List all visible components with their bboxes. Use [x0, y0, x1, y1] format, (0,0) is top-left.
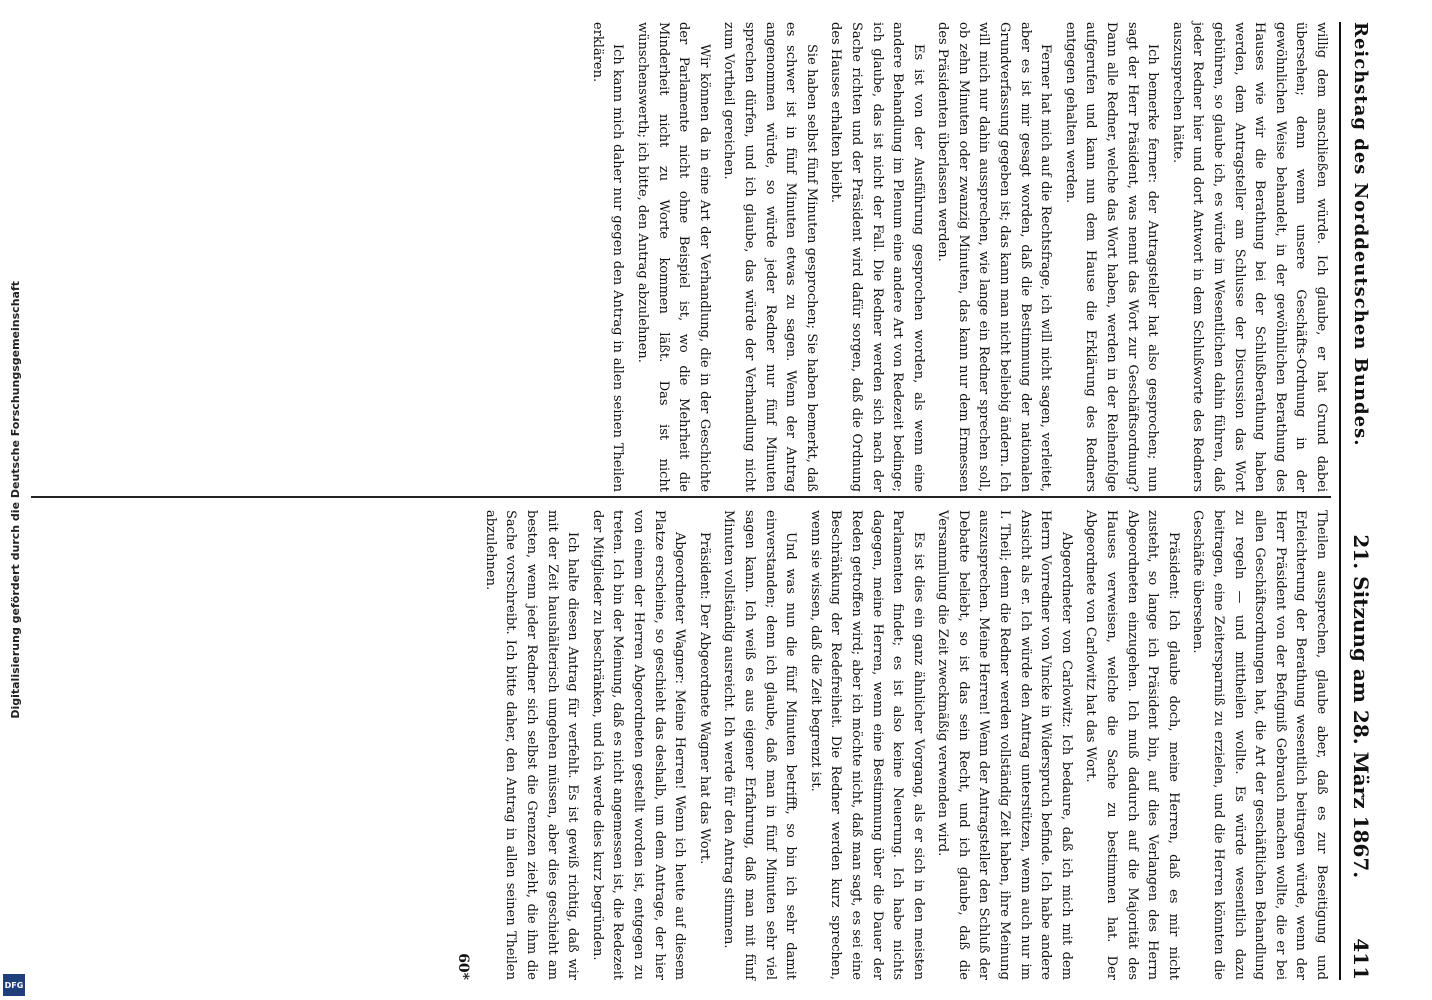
- right-paragraph: Theilen aussprechen, glaube aber, daß es zur Beseitigung und Erleichterung der Berathung wesentlich beitragen würde, wenn der Herr Präsident von der Befugniß Gebrauch machen wollte, die er bei allen Geschäftsordnungen hat, die Art der geschäftlichen Behandlung zu regeln — und mittheilen wollte. Es würde wesentlich dazu beitragen, eine Zeitersparniß zu erzielen, und die Herren könnten die Geschäfte übersehen.: [1190, 510, 1329, 980]
- page-header: [1339, 22, 1381, 980]
- right-paragraph: Es ist dies ein ganz ähnlicher Vorgang, als er sich in den meisten Parlamenten findet; es ist also keine Neuerung. Ich habe nichts dagegen, meine Herren, wenn eine Bestimmung über die Dauer der Reden getroffen wird; aber ich möchte nicht, daß man sagt, es sei eine Beschränkung der Redefreiheit. Die Redner werden kurz sprechen, wenn sie wissen, daß die Zeit begrenzt ist.: [807, 510, 926, 980]
- right-paragraph: Ich halte diesen Antrag für verfehlt. Es ist gewiß richtig, daß wir mit der Zeit haushälterisch umgehen müssen, aber dies geschieht am besten, wenn jeder Redner sich selbst die Grenzen zieht, die ihm die Sache vorschreibt. Ich bitte daher, den Antrag in allen seinen Theilen abzulehnen.: [482, 510, 581, 980]
- credit-text: Digitalisierung gefördert durch die Deutsche Forschungsgemeinschaft: [8, 281, 22, 719]
- left-paragraph: Es ist von der Ausführung gesprochen worden, als wenn eine andere Behandlung im Plenum eine andere Art von Redezeit bedinge; ich glaube, das ist nicht der Fall. Die Redner werden sich nach der Sache richten und der Präsident wird dafür sorgen, daß die Ordnung des Hauses erhalten bleibt.: [828, 22, 926, 492]
- catchword: 60*: [455, 953, 472, 980]
- right-column: [453, 510, 1331, 980]
- column-divider: [31, 496, 1331, 498]
- left-paragraph: Ferner hat mich auf die Rechtsfrage, ich will nicht sagen, verleitet, aber es ist mir gesagt worden, daß die Bestimmung der nationalen Grundverfassung gegeben ist; das kann man nicht beliebig ändern. Ich will mich nur dahin aussprechen, wie lange ein Redner sprechen soll, ob zehn Minuten oder zwanzig Minuten, das kann nur dem Ermessen des Präsidenten überlassen werden.: [935, 22, 1054, 492]
- left-paragraph: Sie haben selbst fünf Minuten gesprochen; Sie haben bemerkt, daß es schwer ist in fünf Minuten etwas zu sagen. Wenn der Antrag angenommen würde, so würde jeder Redner nur fünf Minuten sprechen dürfen, und ich glaube, das würde der Verhandlung nicht zum Vortheil gereichen.: [721, 22, 819, 492]
- left-paragraph: Ich kann mich daher nur gegen den Antrag in allen seinen Theilen erklären.: [589, 22, 626, 492]
- right-paragraph: Abgeordneter Wagner: Meine Herren! Wenn ich heute auf diesem Platze erscheine, so geschieht das deshalb, um dem Antrage, der hier von einem der Herren Abgeordneten gestellt worden ist, entgegen zu treten. Ich bin der Meinung, daß es nicht angemessen ist, die Redezeit der Mitglieder zu beschränken, und ich werde dies kurz begründen.: [589, 510, 688, 980]
- page-number: 411: [1349, 938, 1373, 980]
- right-paragraph: Abgeordneter von Carlowitz: Ich bedaure, daß ich mich mit dem Herrn Vorredner von Vincke in Widerspruch befinde. Ich habe andere Ansicht als er. Ich würde den Antrag unterstützen, wenn auch nur im I. Theil; denn die Redner werden vollständig Zeit haben, ihre Meinung auszusprechen. Meine Herren! Wenn der Antragsteller den Schluß der Debatte beliebt, so ist das sein Recht, und ich glaube, daß die Versammlung die Zeit zweckmäßig verwenden wird.: [935, 510, 1074, 980]
- left-column: [582, 22, 1331, 492]
- page-title: Reichstag des Norddeutschen Bundes.: [1350, 22, 1372, 447]
- header-meta: [1349, 534, 1373, 980]
- dfg-logo-text: DFG: [4, 980, 24, 990]
- right-paragraph: Präsident: Ich glaube doch, meine Herren, daß es mir nicht zusteht, so lange ich Präsident bin, auf dies Verlangen des Herrn Abgeordneten einzugehen. Ich muß dadurch auf die Majorität des Hauses verweisen, welche die Sache zu bestimmen hat. Der Abgeordnete von Carlowitz hat das Wort.: [1083, 510, 1181, 980]
- right-paragraph: Und was nun die fünf Minuten betrifft, so bin ich sehr damit einverstanden; denn ich glaube, daß man in fünf Minuten sehr viel sagen kann. Ich weiß es aus eigener Erfahrung, daß man mit fünf Minuten vollständig ausreicht. Ich werde für den Antrag stimmen.: [721, 510, 799, 980]
- left-paragraph: Wir können da in eine Art der Verhandlung, die in der Geschichte der Parlamente nicht ohne Beispiel ist, wo die Mehrheit die Minderheit nicht zu Worte kommen läßt. Das ist nicht wünschenswerth; ich bitte, den Antrag abzulehnen.: [635, 22, 712, 492]
- right-paragraph: Präsident: Der Abgeordnete Wagner hat das Wort.: [696, 532, 712, 865]
- session-label: 21. Sitzung am 28. März 1867.: [1349, 534, 1373, 879]
- left-paragraph: willig dem anschließen würde. Ich glaube, er hat Grund dabei übersehen; denn wenn unsere Geschäfts-Ordnung in der gewöhnlichen Weise behandelt, in der gewöhnlichen Berathung des Hauses wie wir die Berathung bei der Schlußberathung haben werden, dem Antragsteller am Schlusse der Discussion das Wort gebühren, so glaube ich, es würde im Wesentlichen dahin führen, daß jeder Redner hier und dort Antwort in dem Schlußworte des Redners auszusprechen hätte.: [1169, 22, 1329, 492]
- left-paragraph: Ich bemerke ferner: der Antragsteller hat also gesprochen; nun sagt der Herr Präsident, was nennt das Wort zur Geschäftsordnung? Dann alle Redner, welche das Wort haben, werden in der Reihenfolge aufgerufen und kann nun dem Hause die Erklärung des Redners entgegen gehalten werden.: [1062, 22, 1161, 492]
